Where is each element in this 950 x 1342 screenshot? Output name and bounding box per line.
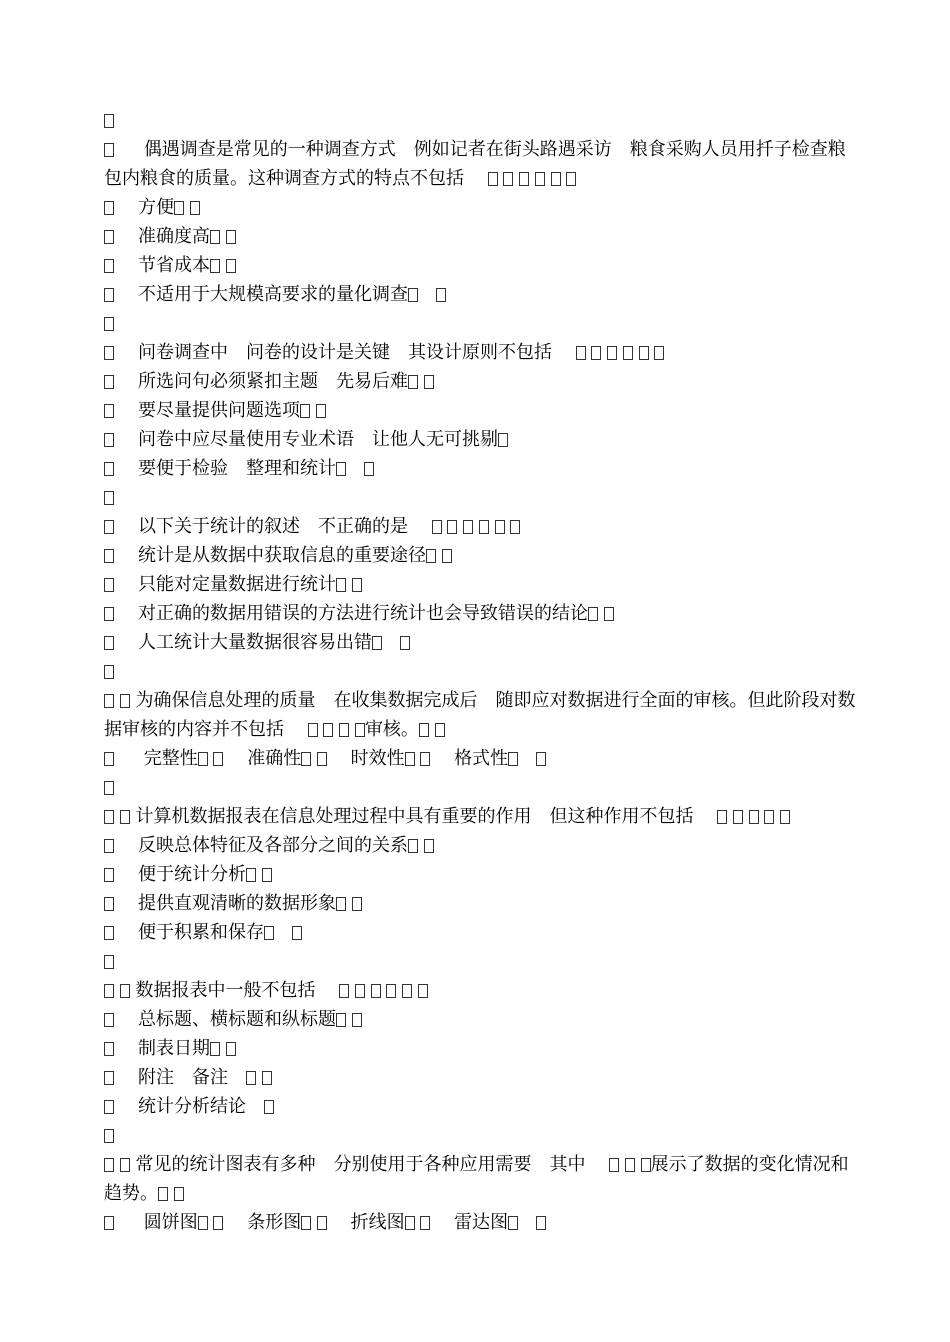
option-text: 要尽量提供问题选项 xyxy=(138,400,300,421)
option-text: 便于统计分析 xyxy=(138,864,246,885)
missing-glyph-box xyxy=(419,723,429,737)
missing-glyph-box xyxy=(301,1216,311,1230)
answer-blank xyxy=(591,1154,650,1175)
missing-glyph-box xyxy=(442,549,452,563)
option-line xyxy=(104,570,856,599)
missing-glyph-box xyxy=(104,1013,114,1027)
question-text: 问卷调查中 问卷的设计是关键 其设计原则不包括 xyxy=(138,342,552,363)
missing-glyph-box xyxy=(120,1158,130,1172)
question-text: 偶遇调查是常见的一种调查方式 例如记者在街头路遇采访 粮食采购人员用扦子检查粮包内粮食的质量。这种调查方式的特点不包括 xyxy=(104,139,846,189)
blank-line xyxy=(104,1121,856,1150)
missing-glyph-box xyxy=(226,1042,236,1056)
option-text: 雷达图 xyxy=(454,1212,509,1233)
blank-line xyxy=(104,483,856,512)
missing-glyph-box xyxy=(104,404,114,418)
missing-glyph-box xyxy=(317,752,327,766)
question-text: 计算机数据报表在信息处理过程中具有重要的作用 但这种作用不包括 xyxy=(135,806,694,827)
answer-blank xyxy=(558,342,665,363)
missing-glyph-box xyxy=(339,723,349,737)
missing-glyph-box xyxy=(503,172,513,186)
missing-glyph-box xyxy=(717,810,727,824)
missing-glyph-box xyxy=(609,1158,619,1172)
missing-glyph-box xyxy=(364,462,374,476)
missing-glyph-box xyxy=(104,346,114,360)
option-line xyxy=(104,1005,856,1034)
missing-glyph-box xyxy=(566,172,576,186)
missing-glyph-box xyxy=(352,578,362,592)
missing-glyph-box xyxy=(104,549,114,563)
option-line xyxy=(104,280,856,309)
missing-glyph-box xyxy=(104,375,114,389)
missing-glyph-box xyxy=(639,346,649,360)
missing-glyph-box xyxy=(104,636,114,650)
missing-glyph-box xyxy=(479,520,489,534)
missing-glyph-box xyxy=(408,839,418,853)
missing-glyph-box xyxy=(420,752,430,766)
option-text: 完整性 xyxy=(143,748,198,769)
option-text: 节省成本 xyxy=(138,255,210,276)
option-text: 便于积累和保存 xyxy=(138,922,264,943)
missing-glyph-box xyxy=(426,549,436,563)
missing-glyph-box xyxy=(158,1187,168,1201)
option-line xyxy=(104,860,856,889)
missing-glyph-box xyxy=(336,578,346,592)
missing-glyph-box xyxy=(371,984,381,998)
missing-glyph-box xyxy=(198,1216,208,1230)
blank-line xyxy=(104,309,856,338)
missing-glyph-box xyxy=(654,346,664,360)
missing-glyph-box xyxy=(355,984,365,998)
missing-glyph-box xyxy=(104,1158,114,1172)
missing-glyph-box xyxy=(301,752,311,766)
missing-glyph-box xyxy=(104,433,114,447)
missing-glyph-box xyxy=(104,462,114,476)
missing-glyph-box xyxy=(300,404,310,418)
blank-line xyxy=(104,773,856,802)
question-stem xyxy=(104,976,856,1005)
option-line xyxy=(104,367,856,396)
missing-glyph-box xyxy=(104,955,114,969)
option-line xyxy=(104,396,856,425)
missing-glyph-box xyxy=(432,520,442,534)
missing-glyph-box xyxy=(262,868,272,882)
question-text: 常见的统计图表有多种 分别使用于各种应用需要 其中 xyxy=(135,1154,586,1175)
missing-glyph-box xyxy=(104,143,114,157)
missing-glyph-box xyxy=(339,984,349,998)
missing-glyph-box xyxy=(447,520,457,534)
option-text: 准确性 xyxy=(247,748,302,769)
question-stem xyxy=(104,802,856,831)
missing-glyph-box xyxy=(213,1216,223,1230)
missing-glyph-box xyxy=(104,781,114,795)
option-text: 所选问句必须紧扣主题 先易后难 xyxy=(138,371,408,392)
missing-glyph-box xyxy=(104,259,114,273)
missing-glyph-box xyxy=(104,1129,114,1143)
missing-glyph-box xyxy=(764,810,774,824)
answer-blank xyxy=(470,168,577,189)
option-line xyxy=(104,744,856,773)
blank-line xyxy=(104,947,856,976)
missing-glyph-box xyxy=(213,752,223,766)
blank-line xyxy=(104,106,856,135)
question-text: 为确保信息处理的质量 在收集数据完成后 随即应对数据进行全面的审核。但此阶段对数据审核的内容并不包括 xyxy=(104,690,856,740)
missing-glyph-box xyxy=(104,752,114,766)
missing-glyph-box xyxy=(226,230,236,244)
option-text: 提供直观清晰的数据形象 xyxy=(138,893,336,914)
option-text: 附注 备注 xyxy=(138,1067,228,1088)
missing-glyph-box xyxy=(749,810,759,824)
missing-glyph-box xyxy=(508,752,518,766)
blank-line xyxy=(104,657,856,686)
missing-glyph-box xyxy=(210,230,220,244)
option-text: 统计是从数据中获取信息的重要途径 xyxy=(138,545,426,566)
missing-glyph-box xyxy=(588,607,598,621)
missing-glyph-box xyxy=(104,694,114,708)
missing-glyph-box xyxy=(498,433,508,447)
missing-glyph-box xyxy=(104,317,114,331)
missing-glyph-box xyxy=(264,1100,274,1114)
missing-glyph-box xyxy=(463,520,473,534)
missing-glyph-box xyxy=(372,636,382,650)
missing-glyph-box xyxy=(405,752,415,766)
missing-glyph-box xyxy=(317,1216,327,1230)
missing-glyph-box xyxy=(190,201,200,215)
option-text: 格式性 xyxy=(454,748,509,769)
missing-glyph-box xyxy=(336,897,346,911)
missing-glyph-box xyxy=(386,984,396,998)
missing-glyph-box xyxy=(551,172,561,186)
missing-glyph-box xyxy=(120,694,130,708)
missing-glyph-box xyxy=(510,520,520,534)
missing-glyph-box xyxy=(120,810,130,824)
missing-glyph-box xyxy=(104,230,114,244)
question-stem xyxy=(104,1150,856,1208)
missing-glyph-box xyxy=(408,288,418,302)
missing-glyph-box xyxy=(104,839,114,853)
option-line xyxy=(104,425,856,454)
missing-glyph-box xyxy=(104,578,114,592)
option-text: 制表日期 xyxy=(138,1038,210,1059)
missing-glyph-box xyxy=(402,984,412,998)
option-line xyxy=(104,1063,856,1092)
option-text: 只能对定量数据进行统计 xyxy=(138,574,336,595)
option-text: 人工统计大量数据很容易出错 xyxy=(138,632,372,653)
missing-glyph-box xyxy=(420,1216,430,1230)
missing-glyph-box xyxy=(323,723,333,737)
missing-glyph-box xyxy=(104,607,114,621)
option-line xyxy=(104,1208,856,1237)
option-text: 折线图 xyxy=(350,1212,405,1233)
option-text: 方便 xyxy=(138,197,174,218)
missing-glyph-box xyxy=(536,1216,546,1230)
missing-glyph-box xyxy=(424,375,434,389)
missing-glyph-box xyxy=(400,636,410,650)
question-stem xyxy=(104,686,856,744)
question-suffix: 审核。 xyxy=(364,719,419,740)
missing-glyph-box xyxy=(607,346,617,360)
missing-glyph-box xyxy=(210,1042,220,1056)
missing-glyph-box xyxy=(641,1158,651,1172)
missing-glyph-box xyxy=(519,172,529,186)
missing-glyph-box xyxy=(780,810,790,824)
missing-glyph-box xyxy=(104,114,114,128)
missing-glyph-box xyxy=(104,201,114,215)
option-text: 问卷中应尽量使用专业术语 让他人无可挑剔 xyxy=(138,429,498,450)
missing-glyph-box xyxy=(246,868,256,882)
missing-glyph-box xyxy=(104,665,114,679)
missing-glyph-box xyxy=(604,607,614,621)
missing-glyph-box xyxy=(210,259,220,273)
missing-glyph-box xyxy=(424,839,434,853)
option-line xyxy=(104,541,856,570)
question-text: 数据报表中一般不包括 xyxy=(135,980,316,1001)
question-stem xyxy=(104,338,856,367)
missing-glyph-box xyxy=(174,201,184,215)
option-line xyxy=(104,1034,856,1063)
missing-glyph-box xyxy=(355,723,365,737)
missing-glyph-box xyxy=(104,1216,114,1230)
missing-glyph-box xyxy=(488,172,498,186)
missing-glyph-box xyxy=(104,1071,114,1085)
missing-glyph-box xyxy=(435,723,445,737)
missing-glyph-box xyxy=(174,1187,184,1201)
missing-glyph-box xyxy=(316,404,326,418)
missing-glyph-box xyxy=(535,172,545,186)
missing-glyph-box xyxy=(336,1013,346,1027)
answer-blank xyxy=(699,806,790,827)
missing-glyph-box xyxy=(226,259,236,273)
missing-glyph-box xyxy=(104,810,114,824)
option-text: 时效性 xyxy=(350,748,405,769)
missing-glyph-box xyxy=(352,1013,362,1027)
missing-glyph-box xyxy=(104,1100,114,1114)
document-page xyxy=(104,106,856,1237)
option-line xyxy=(104,454,856,483)
option-line xyxy=(104,599,856,628)
option-line xyxy=(104,1092,856,1121)
option-text: 圆饼图 xyxy=(143,1212,198,1233)
missing-glyph-box xyxy=(262,1071,272,1085)
option-line xyxy=(104,193,856,222)
option-text: 反映总体特征及各部分之间的关系 xyxy=(138,835,408,856)
missing-glyph-box xyxy=(495,520,505,534)
missing-glyph-box xyxy=(508,1216,518,1230)
option-line xyxy=(104,251,856,280)
missing-glyph-box xyxy=(104,868,114,882)
answer-blank xyxy=(321,980,428,1001)
missing-glyph-box xyxy=(408,375,418,389)
missing-glyph-box xyxy=(733,810,743,824)
missing-glyph-box xyxy=(104,984,114,998)
option-line xyxy=(104,918,856,947)
missing-glyph-box xyxy=(246,1071,256,1085)
option-text: 要便于检验 整理和统计 xyxy=(138,458,336,479)
option-text: 对正确的数据用错误的方法进行统计也会导致错误的结论 xyxy=(138,603,588,624)
question-stem xyxy=(104,135,856,193)
option-text: 总标题、横标题和纵标题 xyxy=(138,1009,336,1030)
answer-blank xyxy=(414,516,521,537)
missing-glyph-box xyxy=(104,520,114,534)
missing-glyph-box xyxy=(436,288,446,302)
option-text: 条形图 xyxy=(247,1212,302,1233)
question-stem xyxy=(104,512,856,541)
option-text: 统计分析结论 xyxy=(138,1096,246,1117)
missing-glyph-box xyxy=(104,926,114,940)
option-text: 准确度高 xyxy=(138,226,210,247)
missing-glyph-box xyxy=(418,984,428,998)
question-suffix: 展示了数据的变化情况和趋势。 xyxy=(104,1154,849,1204)
missing-glyph-box xyxy=(405,1216,415,1230)
missing-glyph-box xyxy=(292,926,302,940)
missing-glyph-box xyxy=(104,897,114,911)
answer-blank xyxy=(290,719,365,740)
option-line xyxy=(104,222,856,251)
missing-glyph-box xyxy=(104,288,114,302)
missing-glyph-box xyxy=(308,723,318,737)
missing-glyph-box xyxy=(625,1158,635,1172)
missing-glyph-box xyxy=(104,1042,114,1056)
missing-glyph-box xyxy=(536,752,546,766)
missing-glyph-box xyxy=(104,491,114,505)
option-line xyxy=(104,831,856,860)
missing-glyph-box xyxy=(336,462,346,476)
missing-glyph-box xyxy=(264,926,274,940)
missing-glyph-box xyxy=(623,346,633,360)
missing-glyph-box xyxy=(120,984,130,998)
option-text: 不适用于大规模高要求的量化调查 xyxy=(138,284,408,305)
missing-glyph-box xyxy=(198,752,208,766)
missing-glyph-box xyxy=(591,346,601,360)
question-text: 以下关于统计的叙述 不正确的是 xyxy=(138,516,408,537)
missing-glyph-box xyxy=(352,897,362,911)
option-line xyxy=(104,628,856,657)
missing-glyph-box xyxy=(576,346,586,360)
option-line xyxy=(104,889,856,918)
